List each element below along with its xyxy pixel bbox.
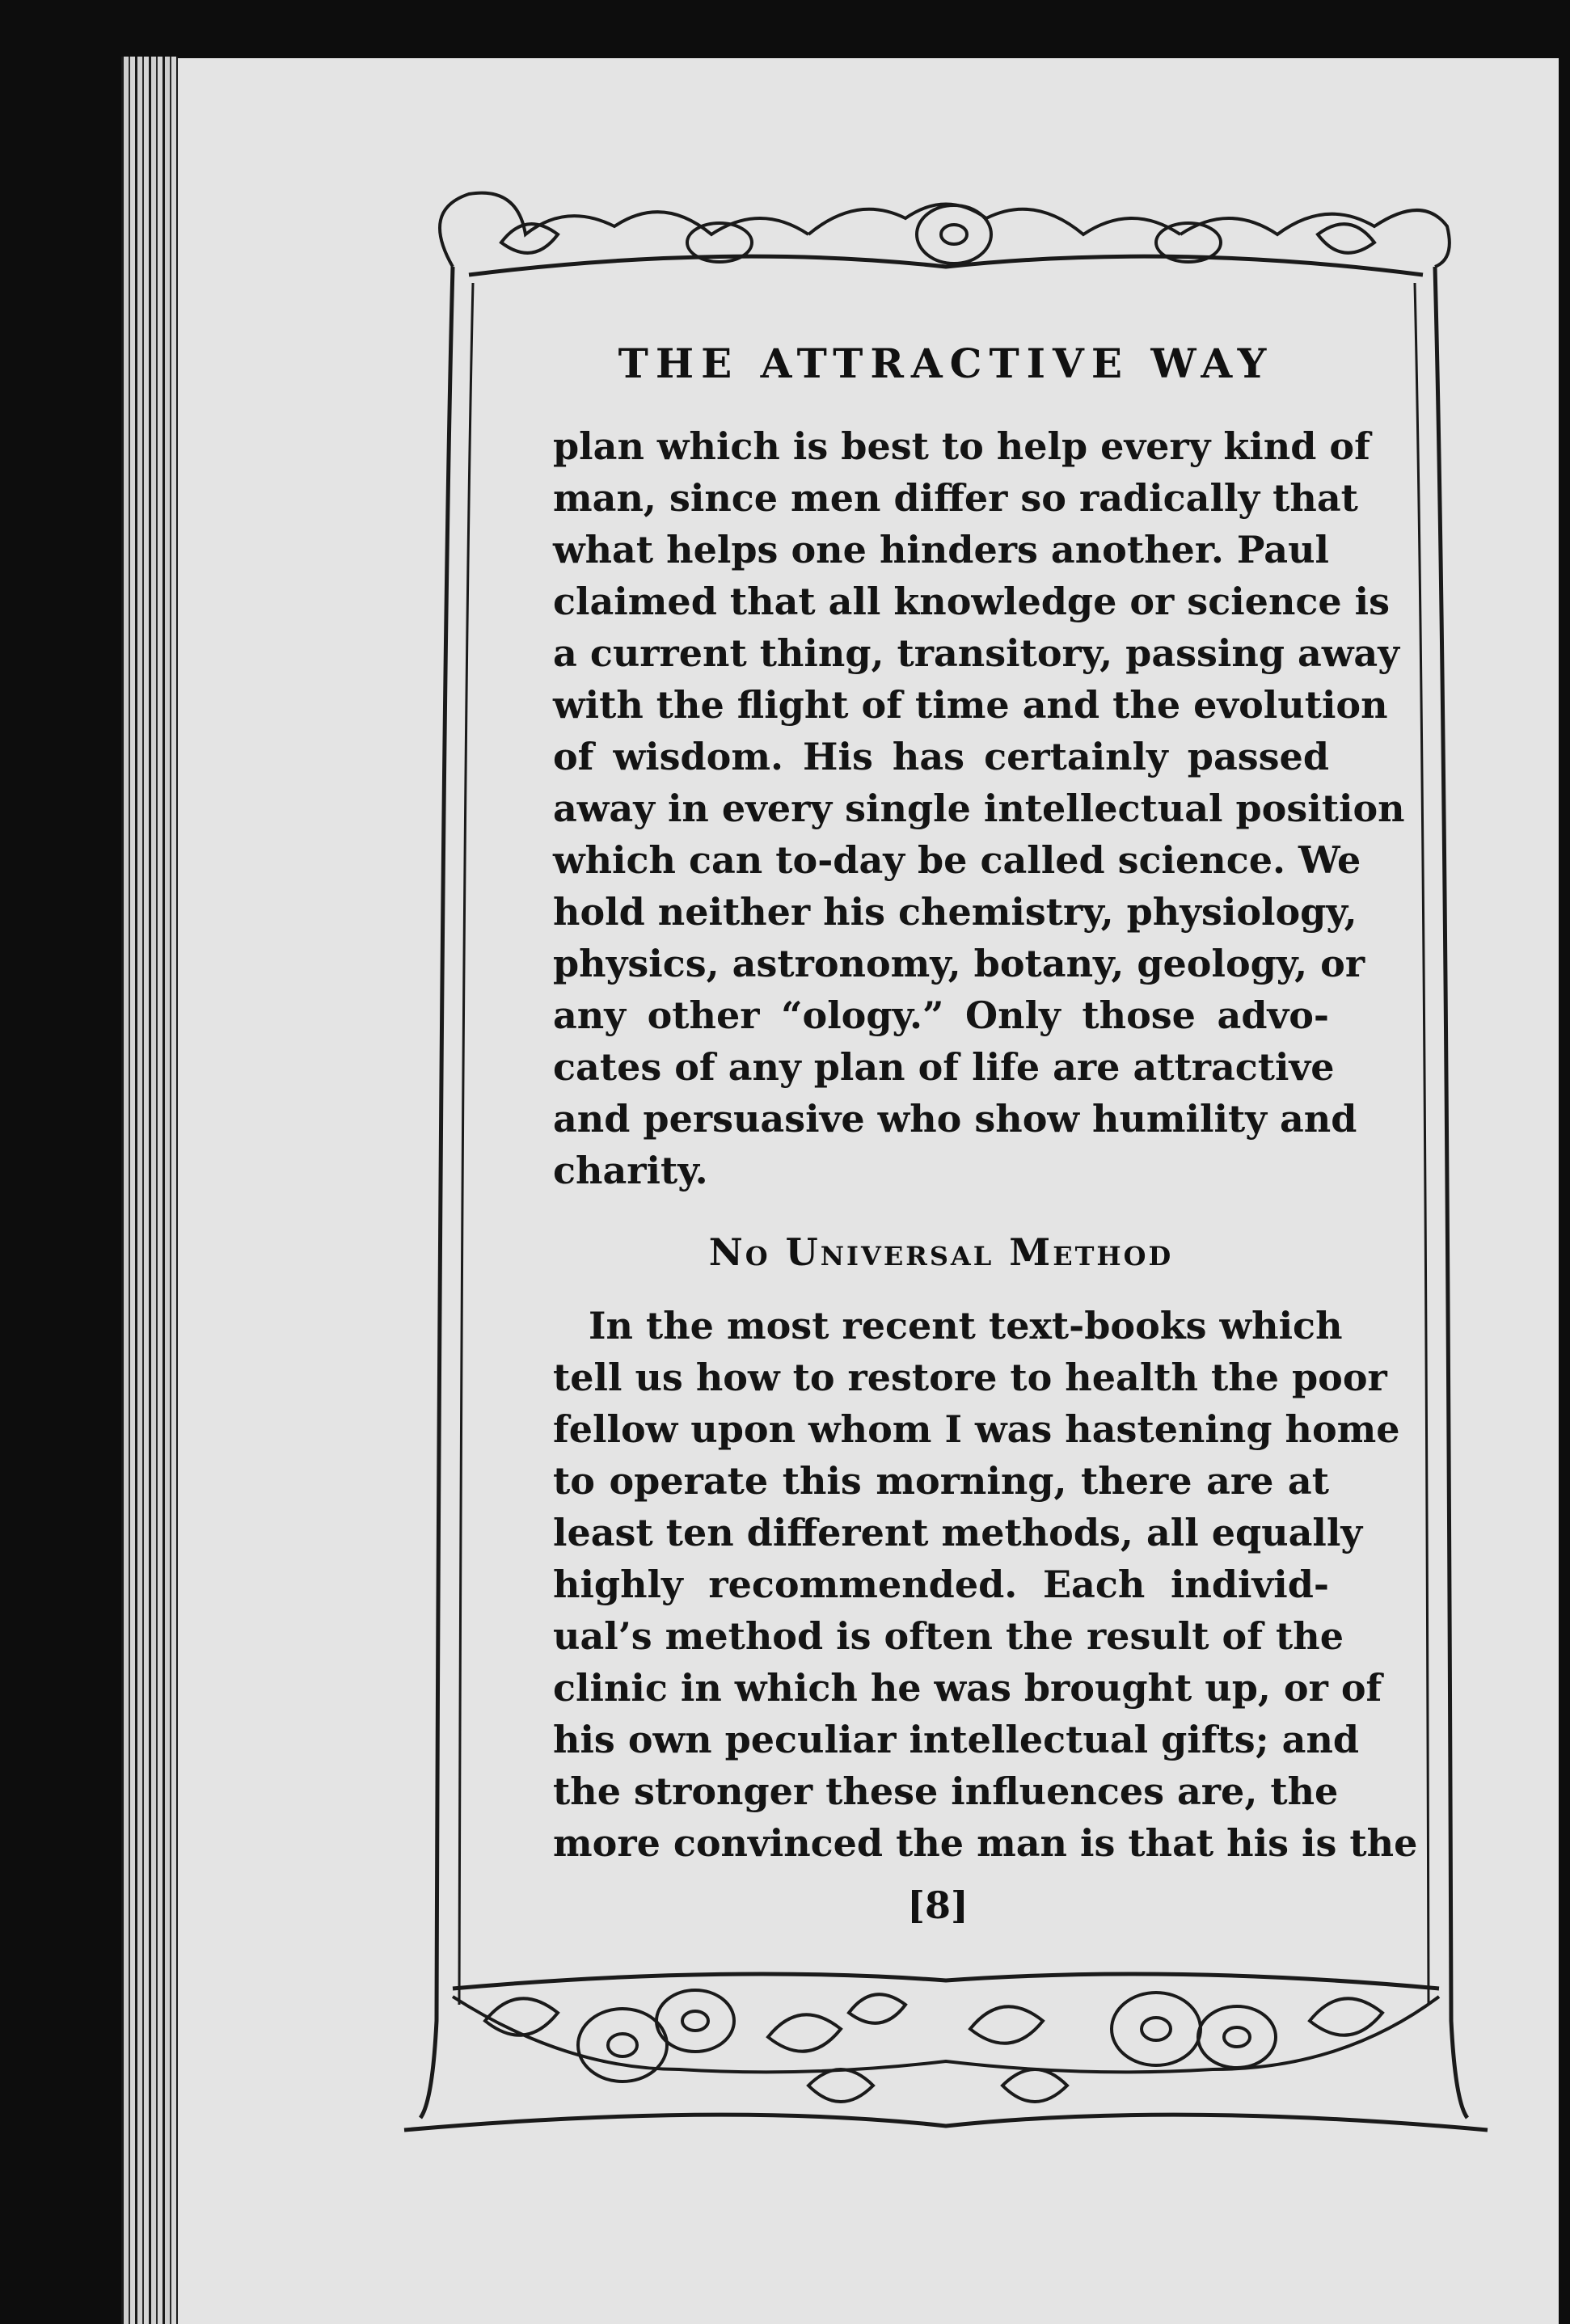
text-line: his own peculiar intellectual gifts; and xyxy=(553,1718,1360,1761)
text-line: least ten different methods, all equally xyxy=(553,1511,1363,1554)
border-left-frame-inner xyxy=(459,283,473,2005)
text-line: man, since men differ so radically that xyxy=(553,476,1358,520)
border-right-frame-inner xyxy=(1415,283,1429,2005)
bottom-floral-ornament xyxy=(453,1990,1439,2102)
text-line: and persuasive who show humility and xyxy=(553,1097,1357,1141)
border-bottom-edge xyxy=(404,2115,1488,2130)
text-line: plan which is best to help every kind of xyxy=(553,424,1370,468)
text-line: what helps one hinders another. Paul xyxy=(553,528,1329,572)
text-line: more convinced the man is that his is the xyxy=(553,1821,1418,1865)
text-line: fellow upon whom I was hastening home xyxy=(553,1407,1400,1451)
text-line: to operate this morning, there are at xyxy=(553,1459,1329,1503)
text-line: which can to-day be called science. We xyxy=(553,838,1361,882)
text-line: with the flight of time and the evolution xyxy=(553,683,1388,727)
text-line: away in every single intellectual position xyxy=(553,787,1405,830)
paragraph-1 xyxy=(553,420,1405,1196)
text-line: In the most recent text-books which xyxy=(589,1304,1343,1348)
text-line: a current thing, transitory, passing away xyxy=(553,631,1399,675)
text-line: charity. xyxy=(553,1149,708,1192)
text-line: hold neither his chemistry, physiology, xyxy=(553,890,1357,934)
border-left-frame xyxy=(420,267,453,2118)
text-line: tell us how to restore to health the poor xyxy=(553,1356,1387,1399)
text-line: any other “ology.” Only those advo- xyxy=(553,993,1329,1037)
running-head: THE ATTRACTIVE WAY xyxy=(618,340,1274,387)
paragraph-2 xyxy=(553,1300,1418,1869)
text-line: ual’s method is often the result of the xyxy=(553,1614,1344,1658)
border-top-frame xyxy=(469,256,1423,275)
text-line: highly recommended. Each individ- xyxy=(553,1563,1329,1606)
text-line: cates of any plan of life are attractive xyxy=(553,1045,1335,1089)
text-line: of wisdom. His has certainly passed xyxy=(553,735,1329,778)
top-floral-ornament xyxy=(440,193,1450,267)
text-line: physics, astronomy, botany, geology, or xyxy=(553,942,1365,985)
text-line: the stronger these influences are, the xyxy=(553,1769,1339,1813)
text-line: claimed that all knowledge or science is xyxy=(553,580,1391,623)
text-line: clinic in which he was brought up, or of xyxy=(553,1666,1382,1710)
section-heading: No Universal Method xyxy=(708,1230,1174,1274)
border-right-frame xyxy=(1435,267,1467,2118)
border-bottom-frame xyxy=(453,1974,1439,1989)
page-number: [8] xyxy=(907,1883,969,1927)
